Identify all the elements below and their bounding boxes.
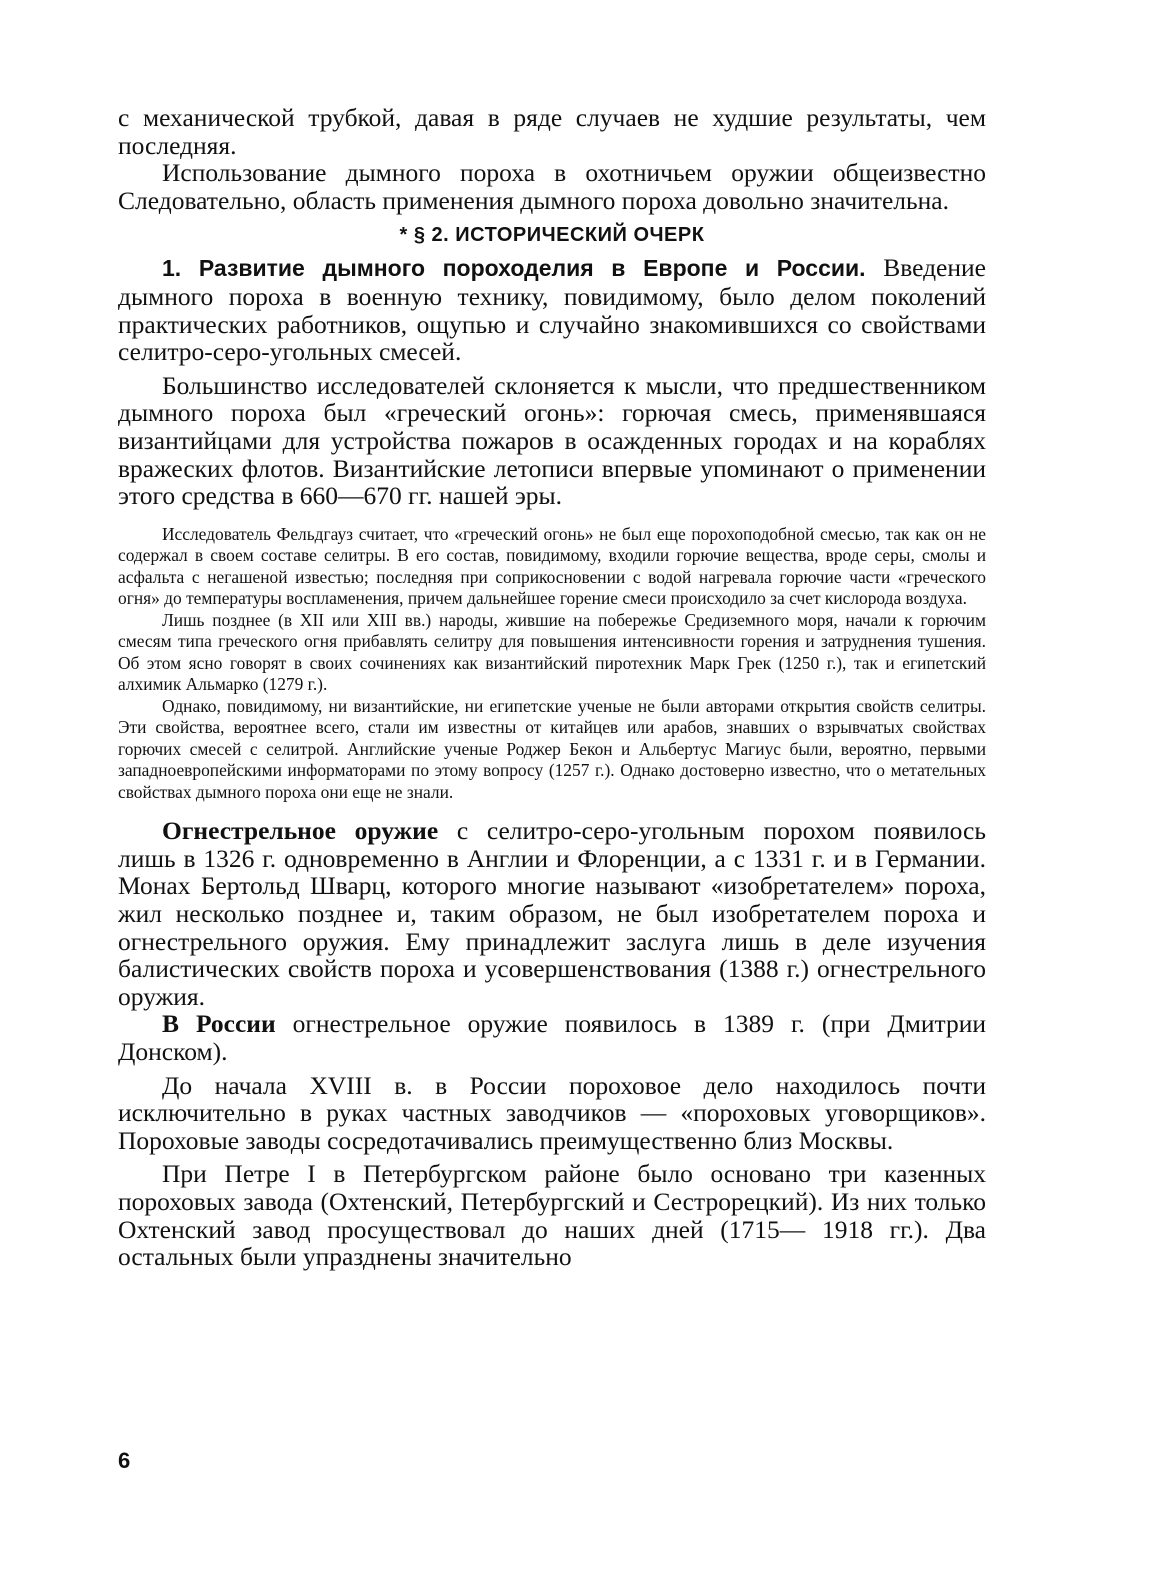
- paragraph-development-text: Введение дымного пороха в военную технику, повидимому, было делом поколений практических работников, ощупью и случайно знакомившихся со свойствами селитро-серо-угольных смесей.: [118, 253, 986, 367]
- paragraph-firearms: [118, 817, 986, 1010]
- note-saltpeter: Лишь позднее (в XII или XIII вв.) народы, жившие на побережье Средиземного моря, начали к горючим смесям типа греческого огня прибавлять селитру для повышения интенсивности горения и затруднения тушения. Об этом ясно говорят в своих сочинениях как византийский пиротехник Марк Грек (1250 г.), так и египетский алхимик Альмарко (1279 г.).: [118, 609, 986, 695]
- note-feldhaus: Исследователь Фельдгауз считает, что «греческий огонь» не был еще порохоподобной смесью, так как он не содержал в своем составе селитры. В его состав, повидимому, входили горючие вещества, вроде серы, смолы и асфальта с негашеной известью; последняя при соприкосновении с водой нагревала горючие части «греческого огня» до температуры воспламенения, причем дальнейшее горение смеси происходило за счет кислорода воздуха.: [118, 523, 986, 609]
- page-number: 6: [118, 1448, 131, 1473]
- russia-heading: В России: [162, 1009, 276, 1039]
- paragraph-hunting-use: Использование дымного пороха в охотничьем оружии общеизвестно Следовательно, область применения дымного пороха довольно значительна.: [118, 158, 986, 215]
- page-body: [118, 104, 986, 1271]
- paragraph-greek-fire: Большинство исследователей склоняется к мысли, что предшественником дымного пороха был «греческий огонь»: горючая смесь, применявшаяся византийцами для устройства пожаров в осажденных городах и на кораблях вражеских флотов. Византийские летописи впервые упоминают о применении этого средства в 660—670 гг. нашей эры.: [118, 370, 986, 511]
- firearms-heading: Огнестрельное оружие: [162, 816, 439, 846]
- paragraph-peter-the-great: При Петре I в Петербургском районе было основано три казенных пороховых завода (Охтенский, Петербургский и Сестрорецкий). Из них только Охтенский завод просуществовал до наших дней (1715— 1918 гг.). Два остальных были упразднены значительно: [118, 1159, 986, 1272]
- paragraph-russia: [118, 1010, 986, 1065]
- paragraph-firearms-text: с селитро-серо-угольным порохом появилось лишь в 1326 г. одновременно в Англии и Флоренции, а с 1331 г. и в Германии. Монах Бертольд Шварц, которого многие называют «изобретателем» пороха, жил несколько позднее и, таким образом, не был изобретателем пороха и огнестрельного оружия. Ему принадлежит заслуга лишь в деле изучения балистических свойств пороха и усовершенствования (1388 г.) огнестрельного оружия.: [118, 816, 986, 1011]
- paragraph-russia-text: огнестрельное оружие появилось в 1389 г. (при Дмитрии Донском).: [118, 1009, 986, 1066]
- paragraph-continuation: с механической трубкой, давая в ряде случаев не худшие результаты, чем последняя.: [118, 103, 986, 160]
- paragraph-development: [118, 254, 986, 365]
- subsection-heading: 1. Развитие дымного пороходелия в Европе и России.: [162, 255, 866, 282]
- paragraph-xviii-century: До начала XVIII в. в России пороховое дело находилось почти исключительно в руках частных заводчиков — «пороховых уговорщиков». Пороховые заводы сосредотачивались преимущественно близ Москвы.: [118, 1070, 986, 1155]
- note-origin: Однако, повидимому, ни византийские, ни египетские ученые не были авторами открытия свойств селитры. Эти свойства, вероятнее всего, стали им известны от китайцев или арабов, знавших о взрывчатых свойствах горючих смесей с селитрой. Английские ученые Роджер Бекон и Альбертус Магиус были, вероятно, первыми западноевропейскими информаторами по этому вопросу (1257 г.). Однако достоверно известно, что о метательных свойствах дымного пороха они еще не знали.: [118, 695, 986, 802]
- section-title: * § 2. ИСТОРИЧЕСКИЙ ОЧЕРК: [399, 224, 705, 247]
